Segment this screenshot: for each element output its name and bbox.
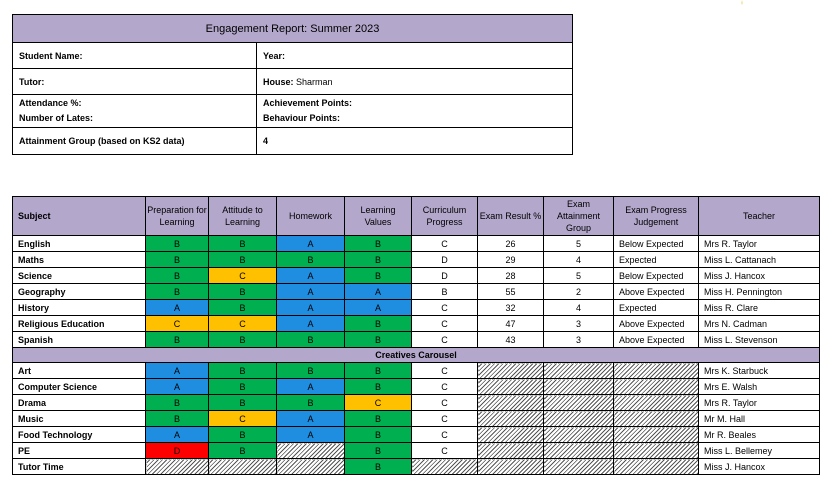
learning-values-grade: B — [345, 316, 412, 332]
teacher-header: Teacher — [699, 197, 820, 236]
teacher-cell: Miss H. Pennington — [699, 284, 820, 300]
attainment-group-cell — [544, 427, 614, 443]
teacher-cell: Miss R. Clare — [699, 300, 820, 316]
exam-result-header: Exam Result % — [478, 197, 544, 236]
preparation-grade: B — [146, 395, 209, 411]
table-row — [13, 459, 820, 475]
learning-values-grade: B — [345, 252, 412, 268]
table-row — [13, 332, 820, 348]
homework-grade: A — [277, 316, 345, 332]
subject-cell: Maths — [13, 252, 146, 268]
preparation-grade: B — [146, 284, 209, 300]
student-name-label: Student Name: — [13, 43, 257, 69]
table-row — [13, 443, 820, 459]
exam-result-cell: 55 — [478, 284, 544, 300]
subject-cell: PE — [13, 443, 146, 459]
curriculum-progress-cell: C — [412, 443, 478, 459]
judgement-cell: Expected — [614, 252, 699, 268]
learning-values-grade: A — [345, 300, 412, 316]
homework-header: Homework — [277, 197, 345, 236]
attitude-grade — [209, 459, 277, 475]
attitude-grade: C — [209, 316, 277, 332]
table-row — [13, 316, 820, 332]
preparation-grade: D — [146, 443, 209, 459]
house-cell — [257, 69, 573, 95]
homework-grade — [277, 459, 345, 475]
exam-result-cell — [478, 443, 544, 459]
attainment-group-cell — [544, 459, 614, 475]
attitude-grade: B — [209, 443, 277, 459]
judgement-cell — [614, 411, 699, 427]
attitude-grade: B — [209, 427, 277, 443]
judgement-header: Exam Progress Judgement — [614, 197, 699, 236]
curriculum-header: Curriculum Progress — [412, 197, 478, 236]
exam-result-cell — [478, 379, 544, 395]
attitude-grade: B — [209, 332, 277, 348]
table-row — [13, 395, 820, 411]
learning-values-grade: C — [345, 395, 412, 411]
exam-result-cell: 43 — [478, 332, 544, 348]
curriculum-progress-cell: C — [412, 395, 478, 411]
curriculum-progress-cell: C — [412, 411, 478, 427]
exam-result-cell — [478, 411, 544, 427]
exam-result-cell: 47 — [478, 316, 544, 332]
homework-grade: A — [277, 268, 345, 284]
teacher-cell: Mr M. Hall — [699, 411, 820, 427]
judgement-cell — [614, 395, 699, 411]
learning-values-grade: B — [345, 363, 412, 379]
table-row — [13, 284, 820, 300]
curriculum-progress-cell: C — [412, 236, 478, 252]
attendance-cell — [13, 95, 257, 128]
judgement-cell: Above Expected — [614, 316, 699, 332]
attainment-group-cell — [544, 443, 614, 459]
exam-result-cell — [478, 459, 544, 475]
learning-values-grade: B — [345, 332, 412, 348]
preparation-grade: B — [146, 252, 209, 268]
attendance-label: Attendance %: — [19, 98, 82, 108]
homework-grade — [277, 443, 345, 459]
attainment-value: 4 — [257, 128, 573, 155]
attitude-grade: B — [209, 284, 277, 300]
judgement-cell — [614, 443, 699, 459]
attainment-group-cell: 3 — [544, 316, 614, 332]
teacher-cell: Miss L. Cattanach — [699, 252, 820, 268]
homework-grade: A — [277, 236, 345, 252]
attitude-grade: C — [209, 268, 277, 284]
teacher-cell: Mrs R. Taylor — [699, 236, 820, 252]
attainment-group-cell — [544, 379, 614, 395]
achievement-label: Achievement Points: — [263, 98, 353, 108]
attainment-group-cell: 4 — [544, 300, 614, 316]
preparation-header: Preparation for Learning — [146, 197, 209, 236]
section-label: Creatives Carousel — [13, 348, 820, 363]
engagement-table-body — [13, 236, 820, 475]
table-row — [13, 427, 820, 443]
teacher-cell: Mrs E. Walsh — [699, 379, 820, 395]
homework-grade: A — [277, 427, 345, 443]
homework-grade: A — [277, 300, 345, 316]
preparation-grade: A — [146, 300, 209, 316]
engagement-table — [12, 196, 820, 475]
curriculum-progress-cell: C — [412, 379, 478, 395]
teacher-cell: Miss J. Hancox — [699, 459, 820, 475]
tutor-label: Tutor: — [13, 69, 257, 95]
homework-grade: B — [277, 252, 345, 268]
year-label: Year: — [257, 43, 573, 69]
learning-values-grade: B — [345, 427, 412, 443]
attainment-group-cell: 5 — [544, 268, 614, 284]
preparation-grade: B — [146, 268, 209, 284]
exam-result-cell: 32 — [478, 300, 544, 316]
subject-cell: Tutor Time — [13, 459, 146, 475]
table-row — [13, 300, 820, 316]
judgement-cell — [614, 427, 699, 443]
curriculum-progress-cell: C — [412, 427, 478, 443]
curriculum-progress-cell: C — [412, 363, 478, 379]
attitude-grade: B — [209, 252, 277, 268]
curriculum-progress-cell: C — [412, 332, 478, 348]
teacher-cell: Miss J. Hancox — [699, 268, 820, 284]
preparation-grade: C — [146, 316, 209, 332]
subject-header: Subject — [13, 197, 146, 236]
preparation-grade — [146, 459, 209, 475]
attitude-grade: B — [209, 300, 277, 316]
attainment-group-cell: 2 — [544, 284, 614, 300]
curriculum-progress-cell: C — [412, 300, 478, 316]
learning-values-grade: B — [345, 443, 412, 459]
table-row — [13, 252, 820, 268]
judgement-cell: Above Expected — [614, 284, 699, 300]
homework-grade: A — [277, 411, 345, 427]
judgement-cell — [614, 379, 699, 395]
preparation-grade: A — [146, 363, 209, 379]
teacher-cell: Mr R. Beales — [699, 427, 820, 443]
report-title: Engagement Report: Summer 2023 — [13, 15, 573, 43]
teacher-cell: Mrs R. Taylor — [699, 395, 820, 411]
attitude-header: Attitude to Learning — [209, 197, 277, 236]
exam-result-cell: 26 — [478, 236, 544, 252]
curriculum-progress-cell — [412, 459, 478, 475]
subject-cell: Music — [13, 411, 146, 427]
judgement-cell — [614, 459, 699, 475]
attainment-group-cell: 5 — [544, 236, 614, 252]
learning-values-header: Learning Values — [345, 197, 412, 236]
table-row — [13, 236, 820, 252]
subject-cell: History — [13, 300, 146, 316]
attainment-group-header: Exam Attainment Group — [544, 197, 614, 236]
header-row — [13, 197, 820, 236]
curriculum-progress-cell: B — [412, 284, 478, 300]
section-row — [13, 348, 820, 363]
attainment-label: Attainment Group (based on KS2 data) — [13, 128, 257, 155]
teacher-cell: Miss L. Stevenson — [699, 332, 820, 348]
preparation-grade: B — [146, 332, 209, 348]
subject-cell: Computer Science — [13, 379, 146, 395]
teacher-cell: Miss L. Bellemey — [699, 443, 820, 459]
attainment-group-cell — [544, 411, 614, 427]
judgement-cell: Expected — [614, 300, 699, 316]
exam-result-cell — [478, 363, 544, 379]
homework-grade: B — [277, 332, 345, 348]
subject-cell: Religious Education — [13, 316, 146, 332]
homework-grade: A — [277, 284, 345, 300]
preparation-grade: B — [146, 411, 209, 427]
judgement-cell — [614, 363, 699, 379]
exam-result-cell — [478, 427, 544, 443]
sparkle-icon — [738, 0, 746, 5]
teacher-cell: Mrs K. Starbuck — [699, 363, 820, 379]
homework-grade: B — [277, 363, 345, 379]
teacher-cell: Mrs N. Cadman — [699, 316, 820, 332]
preparation-grade: B — [146, 236, 209, 252]
house-value: Sharman — [296, 76, 333, 87]
subject-cell: Drama — [13, 395, 146, 411]
learning-values-grade: B — [345, 236, 412, 252]
curriculum-progress-cell: C — [412, 316, 478, 332]
attitude-grade: B — [209, 236, 277, 252]
subject-cell: Geography — [13, 284, 146, 300]
learning-values-grade: A — [345, 284, 412, 300]
learning-values-grade: B — [345, 379, 412, 395]
curriculum-progress-cell: D — [412, 268, 478, 284]
house-label: House: — [263, 76, 294, 87]
attainment-group-cell: 3 — [544, 332, 614, 348]
points-cell — [257, 95, 573, 128]
exam-result-cell: 28 — [478, 268, 544, 284]
attainment-group-cell: 4 — [544, 252, 614, 268]
subject-cell: Food Technology — [13, 427, 146, 443]
exam-result-cell: 29 — [478, 252, 544, 268]
behaviour-label: Behaviour Points: — [263, 113, 341, 123]
curriculum-progress-cell: D — [412, 252, 478, 268]
table-row — [13, 379, 820, 395]
student-info-table — [12, 14, 573, 155]
homework-grade: B — [277, 395, 345, 411]
attitude-grade: C — [209, 411, 277, 427]
attitude-grade: B — [209, 363, 277, 379]
learning-values-grade: B — [345, 268, 412, 284]
attainment-group-cell — [544, 363, 614, 379]
learning-values-grade: B — [345, 459, 412, 475]
lates-label: Number of Lates: — [19, 113, 94, 123]
judgement-cell: Above Expected — [614, 332, 699, 348]
attainment-group-cell — [544, 395, 614, 411]
preparation-grade: A — [146, 379, 209, 395]
subject-cell: English — [13, 236, 146, 252]
judgement-cell: Below Expected — [614, 236, 699, 252]
attitude-grade: B — [209, 395, 277, 411]
judgement-cell: Below Expected — [614, 268, 699, 284]
table-row — [13, 268, 820, 284]
exam-result-cell — [478, 395, 544, 411]
subject-cell: Art — [13, 363, 146, 379]
table-row — [13, 363, 820, 379]
preparation-grade: A — [146, 427, 209, 443]
attitude-grade: B — [209, 379, 277, 395]
subject-cell: Science — [13, 268, 146, 284]
subject-cell: Spanish — [13, 332, 146, 348]
learning-values-grade: B — [345, 411, 412, 427]
table-row — [13, 411, 820, 427]
homework-grade: A — [277, 379, 345, 395]
